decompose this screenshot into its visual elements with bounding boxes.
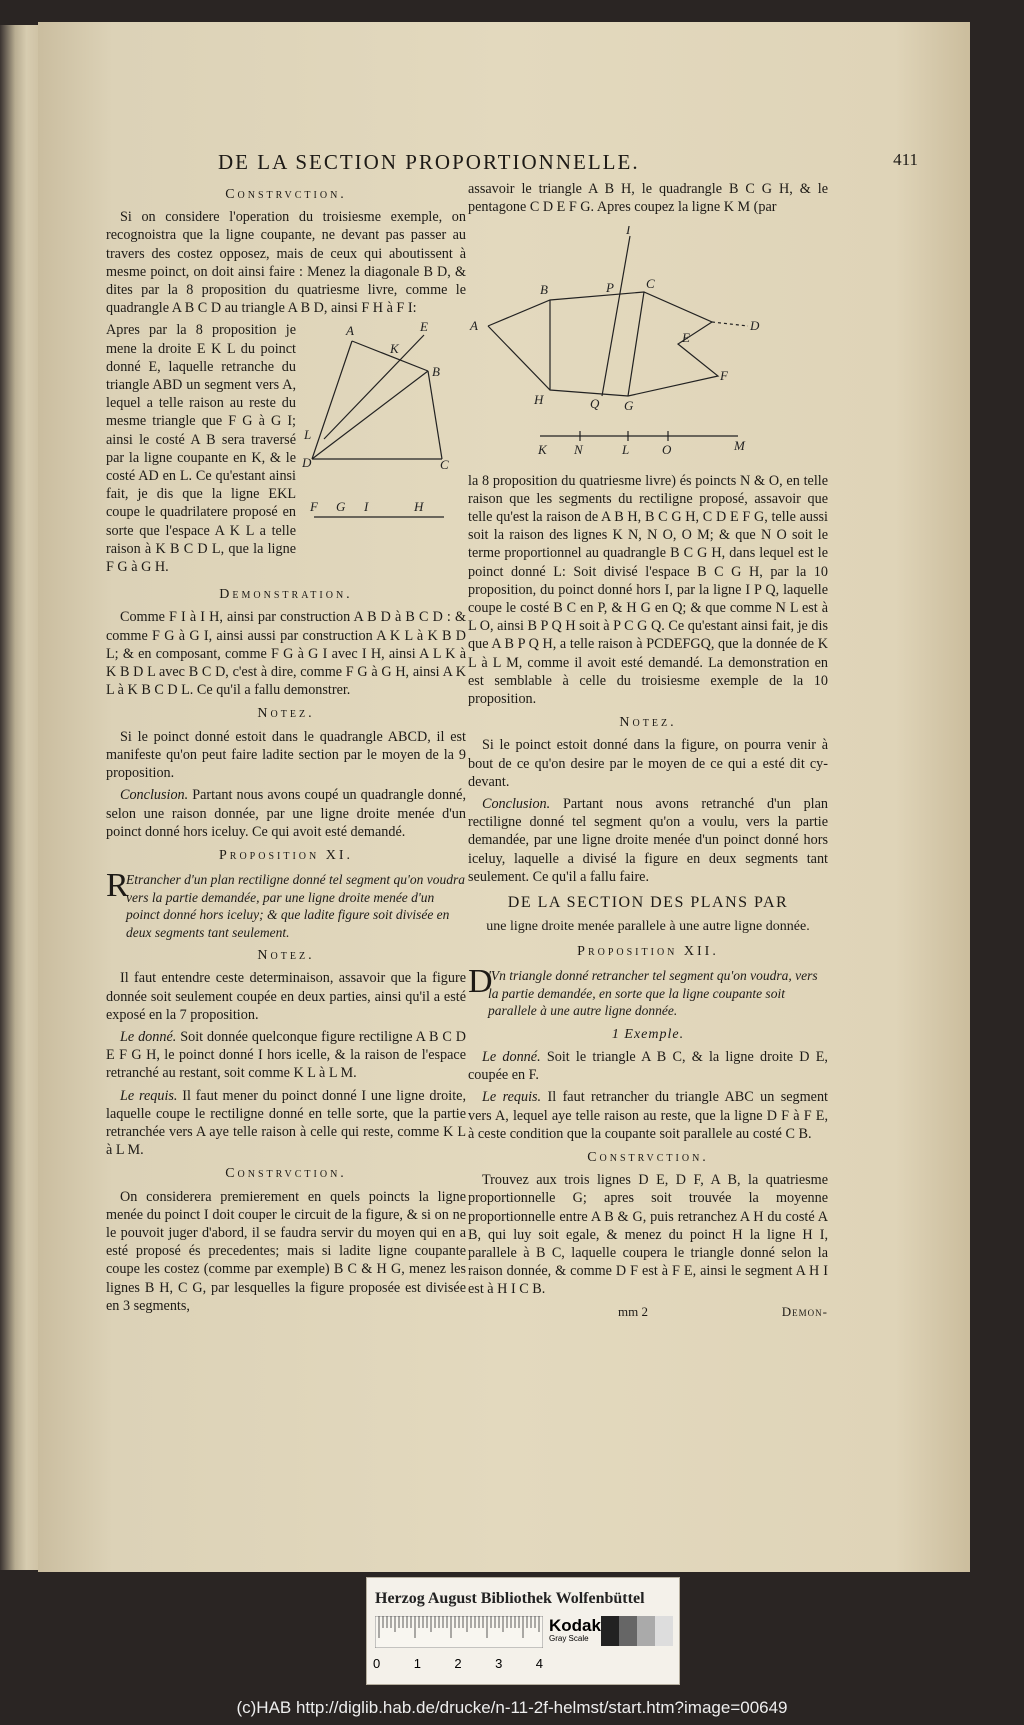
source-footer: (c)HAB http://diglib.hab.de/drucke/n-11-2f-helmst/start.htm?image=00649 <box>0 1690 1024 1725</box>
notez-heading: Notez. <box>257 948 315 964</box>
book-page <box>38 22 970 1572</box>
label-f: F <box>310 499 318 515</box>
proposition-heading: Proposition XI. <box>218 847 353 863</box>
paragraph: Comme F I à I H, ainsi par construction A B D à B C D : & comme F G à G I, ainsi aussi par construction A K L à K B D L; & en composant, comme F G à G I avec I H, ainsi A L K à K B D L avec B C D, c'est à dire, comme F G à G H, ainsi A K L à K B C D L. Ce qu'il a fallu demonstrer. <box>106 609 466 699</box>
paragraph <box>468 1088 828 1143</box>
line-bc <box>428 371 442 459</box>
page-number: 411 <box>893 150 918 169</box>
proposition-statement <box>106 867 466 941</box>
conclusion-label: Conclusion. <box>482 796 551 813</box>
polygon-figure <box>468 226 798 456</box>
line-ekl <box>324 335 424 439</box>
drop-cap: D <box>468 963 493 1001</box>
paragraph: la 8 proposition du quatriesme livre) és poincts N & O, en telle raison que les segments du rectiligne proposé, assavoir que telle qu'est la raison de A B H, B C G H, C D E F G, telle aussi soit la raison des lignes K N, N O, O M; & que N O soit le terme proportionnel au quadrangle B C G H, dans lequel est le poinct donné L: Soit divisé l'espace B C G H, par la 10 proposition, du poinct donné hors I, par la ligne I P Q, laquelle coupe le costé B C en P, & H G en Q; & que comme N L est à L O, ainsi B P Q H soit à P C G Q. Ce qu'estant ainsi fait, je dis que A B P Q H, a telle raison à PCDEFGQ, que la donnée de K L à L M, comme il avoit esté demandé. La demonstration en est semblable à celle du troisiesme exemple de la 10 proposition. <box>468 472 828 708</box>
label-e: E <box>682 330 690 346</box>
gray-swatches <box>601 1616 673 1646</box>
left-column <box>106 180 466 1319</box>
adjacent-page-edge <box>0 25 38 1570</box>
proposition-text: 'Vn triangle donné retrancher tel segment qu'on voudra, vers la partie demandée, en sorte que la ligne coupante soit parallele à une autre ligne donnée. <box>488 968 818 1019</box>
label-q: Q <box>590 396 600 412</box>
label-m: M <box>734 438 745 454</box>
catchword: Demon- <box>781 1303 828 1319</box>
label-l: L <box>304 427 312 443</box>
ruler-num: 3 <box>495 1656 503 1671</box>
signature-mark: mm 2 <box>618 1303 648 1319</box>
paragraph <box>468 1048 828 1084</box>
paragraph <box>468 795 828 886</box>
given-text: Soit donnée quelconque figure rectiligne A B C D E F G H, le poinct donné I hors icelle, & la raison de l'espace retranché au restant, soit comme K L à L M. <box>106 1028 466 1082</box>
ruler-numbers <box>373 1656 543 1671</box>
conclusion-text: Partant nous avons retranché d'un plan rectiligne donné tel segment qu'on a voulu, vers la partie demandée, par une ligne droite menée d'un poinct donné hors iceluy, laquelle a divisé la figure en deux segments tant seulement. Ce qu'il a fallu faire. <box>468 796 828 885</box>
label-h: H <box>414 499 424 515</box>
given-label: Le donné. <box>482 1048 541 1065</box>
section-title: DE LA SECTION DES PLANS PAR <box>507 894 789 912</box>
ruler-num: 1 <box>413 1656 421 1671</box>
paragraph: Il faut entendre ceste determinaison, assavoir que la figure donnée soit seulement coupée en deux parties, ainsi qu'il a esté exposé en la 7 proposition. <box>106 970 466 1023</box>
notez-heading: Notez. <box>619 715 677 731</box>
label-p: P <box>606 280 614 296</box>
label-k: K <box>390 341 399 357</box>
running-head <box>218 150 918 175</box>
drop-cap: R <box>106 867 129 905</box>
construction-heading: Constrvction. <box>587 1150 709 1165</box>
paragraph: On considerera premierement en quels poincts la ligne menée du poinct I doit couper le circuit de la figure, & si on ne le pouvoit juger d'abord, il se faudra servir du moyen qui en a esté proposé és precedentes; mais si ladite ligne coupante coupe les costez (comme par exemple) B C & H G, menez les lignes B H, C G, par lesquelles la figure proposée est divisée en 3 segments, <box>106 1188 466 1314</box>
label-i: I <box>364 499 369 515</box>
proposition-heading: Proposition XII. <box>577 944 719 960</box>
paragraph <box>106 1028 466 1083</box>
given-label: Le donné. <box>120 1028 177 1045</box>
paragraph: assavoir le triangle A B H, le quadrangle B C G H, & le pentagone C D E F G. Apres coupez la ligne K M (par <box>468 181 828 216</box>
library-scale-stamp <box>366 1577 680 1685</box>
conclusion-label: Conclusion. <box>120 787 189 804</box>
label-l: L <box>622 442 630 457</box>
proposition-text: Etrancher d'un plan rectiligne donné tel segment qu'on voudra vers la partie demandée, par une ligne droite menée d'un poinct donné hors iceluy; & que ladite figure soit divisée en deux segments tant seulement. <box>126 872 465 940</box>
gray-scale-label: Gray Scale <box>549 1634 589 1643</box>
label-h: H <box>534 392 544 408</box>
right-column <box>468 180 828 1321</box>
demonstration-heading: Demonstration. <box>219 587 353 603</box>
swatch-white <box>655 1616 673 1646</box>
line-ad <box>312 341 352 459</box>
label-e: E <box>420 321 428 335</box>
library-name: Herzog August Bibliothek Wolfenbüttel <box>375 1590 645 1607</box>
paragraph: Si on considere l'operation du troisiesme exemple, on recognoistra que la ligne coupante, ne devant pas passer au travers des costez opposez, mais de ceux qui aboutissent à mesme poinct, on doit ainsi faire : Menez la diagonale B D, & dites par la 8 proposition du quatriesme livre, comme le quadrangle A B C D au triangle A B D, ainsi F H à F I: <box>106 209 466 317</box>
label-f: F <box>720 368 728 384</box>
ruler-num: 0 <box>373 1656 381 1671</box>
example-heading: 1 Exemple. <box>611 1026 685 1042</box>
paragraph: Trouvez aux trois lignes D E, D F, A B, la quatriesme proportionnelle G; apres soit trouvée la moyenne proportionnelle entre A B & G, puis retranchez A H du costé A B, qui luy soit egale, & menez du poinct H la ligne H I, parallele à B C, laquelle coupera le triangle donné selon la raison donnée, & comme D F est à F E, ainsi le segment A H I est à H I C B. <box>468 1172 828 1298</box>
required-label: Le requis. <box>482 1089 542 1106</box>
swatch-light <box>637 1616 655 1646</box>
label-a: A <box>470 318 478 334</box>
notez-heading: Notez. <box>257 706 315 722</box>
construction-heading: Constrvction. <box>225 187 347 202</box>
paragraph <box>106 1087 466 1160</box>
label-d: D <box>750 318 760 334</box>
quadrilateral-figure <box>302 321 462 531</box>
page-footer-line <box>468 1303 828 1321</box>
label-k: K <box>538 442 547 457</box>
label-c: C <box>646 276 655 292</box>
label-a: A <box>346 323 354 339</box>
swatch-mid <box>619 1616 637 1646</box>
label-b: B <box>540 282 548 298</box>
measurement-ruler <box>375 1616 543 1648</box>
label-o: O <box>662 442 672 457</box>
required-text: Il faut retrancher du triangle ABC un segment vers A, lequel aye telle raison au reste, que la ligne D F à F E, à ceste condition que la coupante soit parallele au costé C B. <box>468 1089 828 1142</box>
label-b: B <box>432 364 440 380</box>
ruler-num: 4 <box>535 1656 543 1671</box>
running-head-text: DE LA SECTION PROPORTIONNELLE. <box>218 150 640 174</box>
proposition-statement <box>468 963 828 1020</box>
conclusion-text: Partant nous avons coupé un quadrangle donné, selon une raison donnée, par une ligne droite menée d'un poinct donné hors iceluy. Ce qui avoit esté demandé. <box>106 787 466 840</box>
paragraph: Apres par la 8 proposition je mene la droite E K L du poinct donné E, laquelle retranche du triangle ABD un segment vers A, lequel a telle raison au reste du mesme triangle que F G à G I; ainsi le costé A B sera traversé par la ligne coupante en K, & le costé AD en L. Ce qu'estant ainsi fait, je dis que la ligne EKL coupe le quadrilatere proposé en sorte que l'espace A K L a telle raison à K B C D L, que la ligne F G à G H. <box>106 322 296 576</box>
label-c: C <box>440 457 449 473</box>
line-d-ext <box>712 322 748 326</box>
label-g: G <box>336 499 346 515</box>
kodak-logo: Kodak <box>549 1616 601 1635</box>
paragraph <box>106 786 466 841</box>
line-cg <box>628 292 644 396</box>
paragraph: Si le poinct donné estoit dans le quadrangle ABCD, il est manifeste qu'on peut faire ladite section par le moyen de la 9 proposition. <box>106 728 466 782</box>
section-subtitle: une ligne droite menée parallele à une autre ligne donnée. <box>486 919 810 935</box>
label-g: G <box>624 398 634 414</box>
line-bd <box>312 371 428 459</box>
required-label: Le requis. <box>120 1087 178 1104</box>
required-text: Il faut mener du poinct donné I une ligne droite, laquelle coupe le rectiligne donné en telle sorte, que la partie retranchée vers A aye telle raison à celle qui reste, comme K L à L M. <box>106 1087 466 1159</box>
line-ipq <box>602 236 630 396</box>
given-text: Soit le triangle A B C, & la ligne droite D E, coupée en F. <box>468 1048 828 1084</box>
label-n: N <box>574 442 583 457</box>
ruler-num: 2 <box>454 1656 462 1671</box>
construction-heading: Constrvction. <box>225 1166 347 1182</box>
label-i: I <box>626 226 631 238</box>
figure-block <box>106 321 466 580</box>
label-d: D <box>302 455 312 471</box>
swatch-dark <box>601 1616 619 1646</box>
paragraph: Si le poinct estoit donné dans la figure, on pourra venir à bout de ce qu'on desire par le moyen de ce qui a esté dit cy-devant. <box>468 737 828 790</box>
